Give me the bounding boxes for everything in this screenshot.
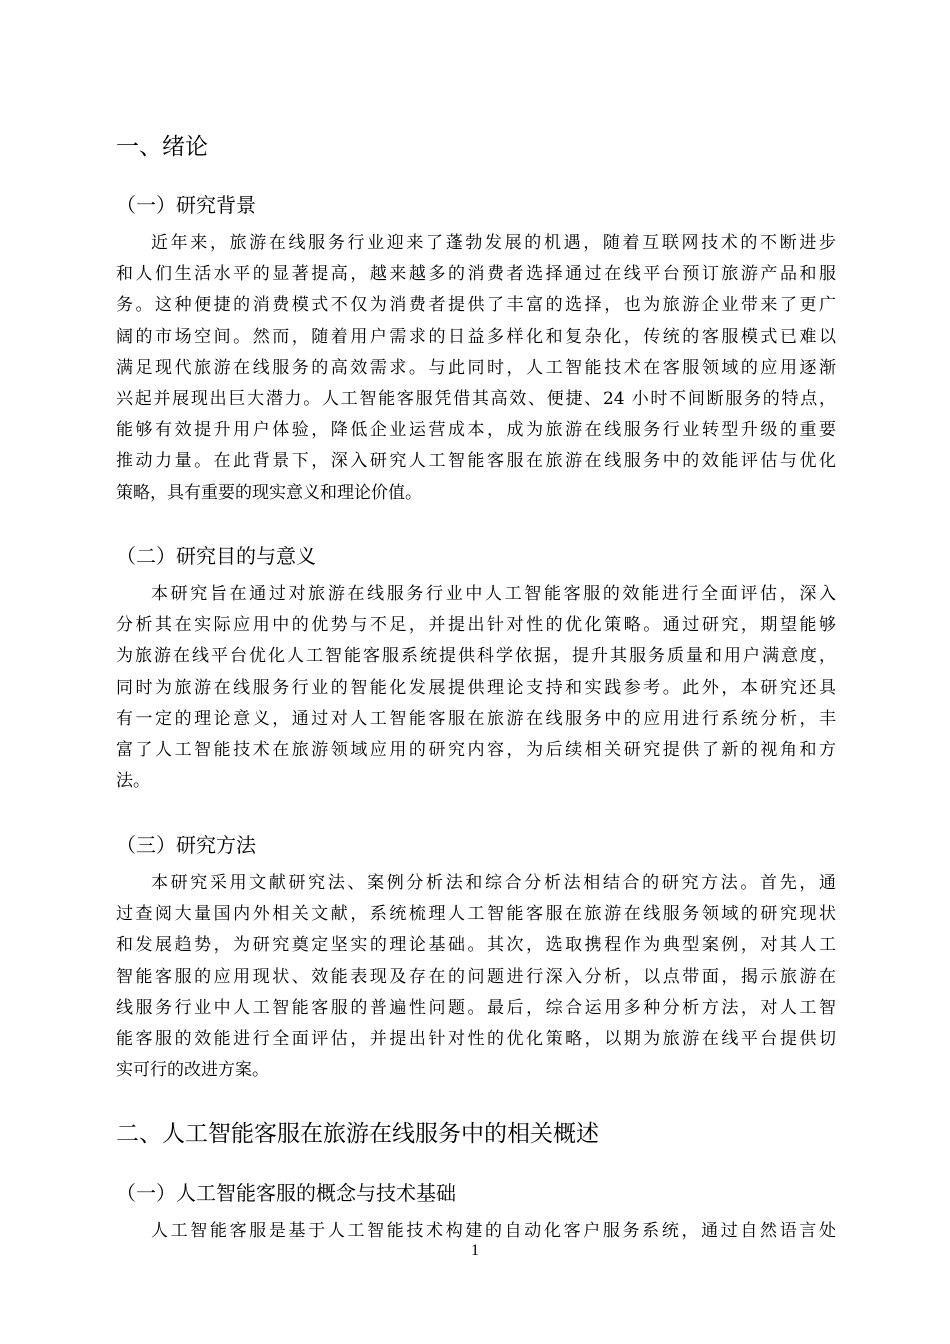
paragraph-line: 能够有效提升用户体验，降低企业运营成本，成为旅游在线服务行业转型升级的重要 (116, 420, 836, 441)
paragraph-line: 务。这种便捷的消费模式不仅为消费者提供了丰富的选择，也为旅游企业带来了更广 (116, 295, 836, 316)
section-heading-concept: （一）人工智能客服的概念与技术基础 (116, 1181, 456, 1205)
paragraph-line: 和发展趋势，为研究奠定坚实的理论基础。其次，选取携程作为典型案例，对其人工 (116, 935, 836, 956)
paragraph-line: 推动力量。在此背景下，深入研究人工智能客服在旅游在线服务中的效能评估与优化 (116, 451, 836, 472)
section-heading-purpose: （二）研究目的与意义 (116, 544, 316, 568)
section-heading-background: （一）研究背景 (116, 193, 256, 217)
paragraph-line: 实可行的改进方案。 (116, 1060, 269, 1081)
paragraph-line: 兴起并展现出巨大潜力。人工智能客服凭借其高效、便捷、24 小时不间断服务的特点， (116, 388, 836, 409)
paragraph-line: 法。 (116, 771, 150, 792)
paragraph-line: 阔的市场空间。然而，随着用户需求的日益多样化和复杂化，传统的客服模式已难以 (116, 326, 836, 347)
paragraph-line: 富了人工智能技术在旅游领域应用的研究内容，为后续相关研究提供了新的视角和方 (116, 739, 836, 760)
paragraph-line: 智能客服的应用现状、效能表现及存在的问题进行深入分析，以点带面，揭示旅游在 (116, 966, 836, 987)
paragraph-line: 过查阅大量国内外相关文献，系统梳理人工智能客服在旅游在线服务领域的研究现状 (116, 904, 836, 925)
paragraph-line: 本研究旨在通过对旅游在线服务行业中人工智能客服的效能进行全面评估，深入 (151, 584, 836, 604)
paragraph-line: 有一定的理论意义，通过对人工智能客服在旅游在线服务中的应用进行系统分析，丰 (116, 708, 836, 729)
chapter-heading-introduction: 一、绪论 (116, 134, 208, 160)
paragraph-line: 为旅游在线平台优化人工智能客服系统提供科学依据，提升其服务质量和用户满意度， (116, 646, 836, 667)
paragraph-background (116, 228, 836, 509)
paragraph-line: 策略，具有重要的现实意义和理论价值。 (116, 482, 422, 503)
paragraph-line: 本研究采用文献研究法、案例分析法和综合分析法相结合的研究方法。首先，通 (151, 873, 836, 893)
paragraph-line: 人工智能客服是基于人工智能技术构建的自动化客户服务系统，通过自然语言处 (151, 1221, 836, 1241)
page-number: 1 (471, 1242, 479, 1259)
paragraph-line: 近年来，旅游在线服务行业迎来了蓬勃发展的机遇，随着互联网技术的不断进步 (151, 233, 836, 253)
paragraph-methods (116, 868, 836, 1086)
section-heading-methods: （三）研究方法 (116, 833, 256, 857)
paragraph-line: 分析其在实际应用中的优势与不足，并提出针对性的优化策略。通过研究，期望能够 (116, 615, 836, 636)
paragraph-line: 和人们生活水平的显著提高，越来越多的消费者选择通过在线平台预订旅游产品和服 (116, 264, 836, 285)
paragraph-line: 能客服的效能进行全面评估，并提出针对性的优化策略，以期为旅游在线平台提供切 (116, 1028, 836, 1049)
paragraph-line: 满足现代旅游在线服务的高效需求。与此同时，人工智能技术在客服领域的应用逐渐 (116, 357, 836, 378)
paragraph-line: 线服务行业中人工智能客服的普遍性问题。最后，综合运用多种分析方法，对人工智 (116, 997, 836, 1018)
chapter-heading-overview: 二、人工智能客服在旅游在线服务中的相关概述 (116, 1121, 599, 1147)
paragraph-line: 同时为旅游在线服务行业的智能化发展提供理论支持和实践参考。此外，本研究还具 (116, 677, 836, 698)
paragraph-purpose (116, 579, 836, 797)
